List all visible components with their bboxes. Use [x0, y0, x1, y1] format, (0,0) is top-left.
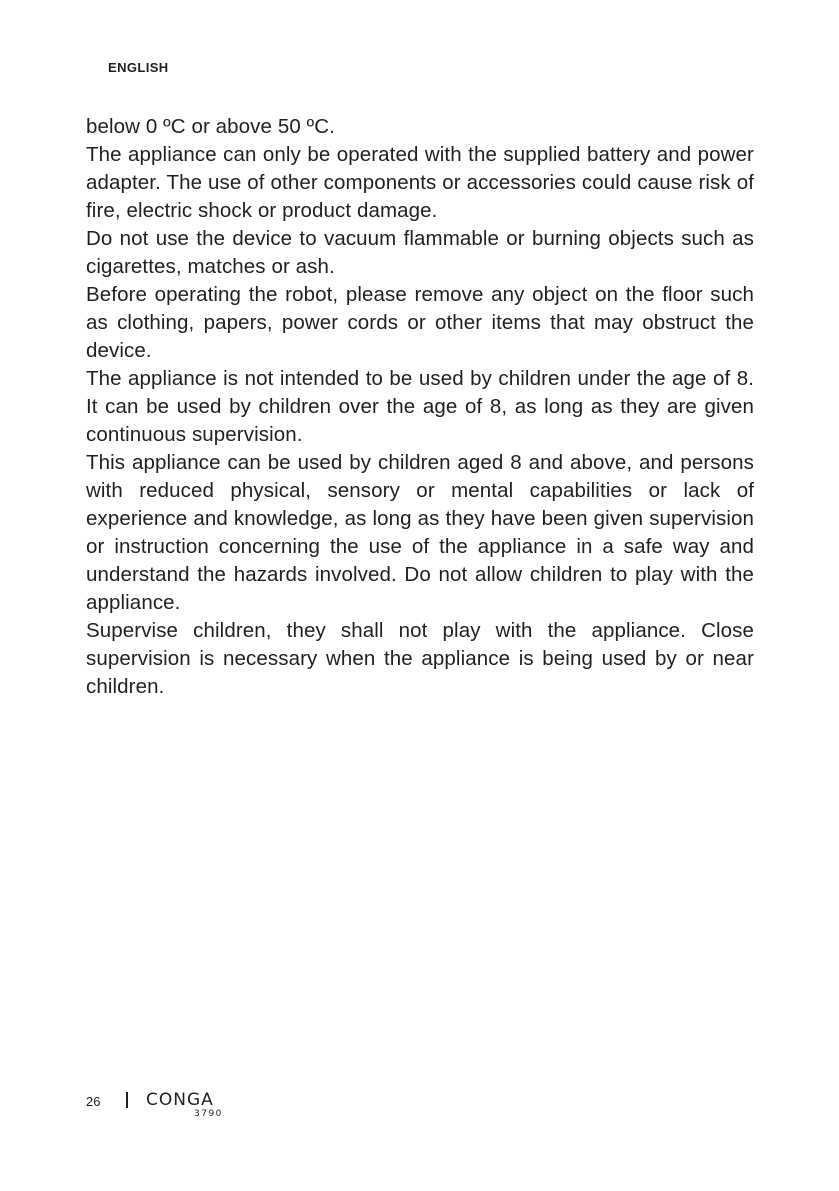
paragraph-reduced-capabilities: This appliance can be used by children aged 8 and above, and persons with reduced physical, sensory or mental capabilities or lack of experience and knowledge, as long as they have been given supervision or instruction concerning the use of the appliance in a safe way and understand the hazards involved. Do not allow children to play with the appliance.: [86, 451, 754, 614]
paragraph-battery-adapter: The appliance can only be operated with the supplied battery and power adapter. The use of other components or accessories could cause risk of fire, electric shock or product damage.: [86, 143, 754, 222]
paragraph-supervise-children: Supervise children, they shall not play with the appliance. Close supervision is necessary when the appliance is being used by or near children.: [86, 619, 754, 698]
page-footer: [86, 1088, 386, 1120]
paragraph-children-age: The appliance is not intended to be used by children under the age of 8. It can be used by children over the age of 8, as long as they are given continuous supervision.: [86, 367, 754, 446]
body-text: [86, 113, 754, 701]
brand-model: 3790: [194, 1109, 223, 1119]
brand-name: CONGA: [146, 1090, 214, 1110]
page-number: 26: [86, 1094, 101, 1109]
paragraph-temperature: below 0 ºC or above 50 ºC.: [86, 115, 335, 138]
footer-divider: [126, 1092, 128, 1108]
paragraph-remove-objects: Before operating the robot, please remove any object on the floor such as clothing, papers, power cords or other items that may obstruct the device.: [86, 283, 754, 362]
paragraph-flammable: Do not use the device to vacuum flammable or burning objects such as cigarettes, matches or ash.: [86, 227, 754, 278]
language-label: ENGLISH: [108, 60, 169, 75]
